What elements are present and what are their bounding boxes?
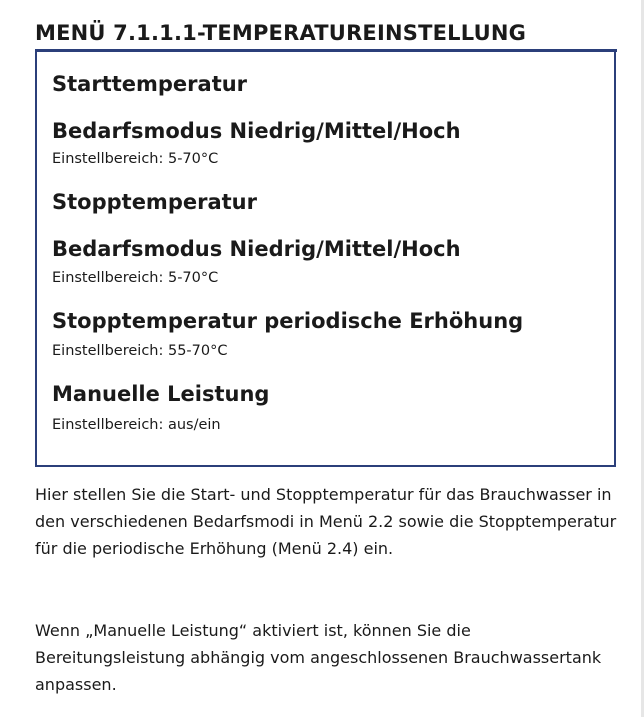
start-mode-heading: Bedarfsmodus Niedrig/Mittel/Hoch [52,119,461,143]
manual-power-paragraph: Wenn „Manuelle Leistung“ aktiviert ist, können Sie die Bereitungsleistung abhängig vom angeschlossenen Brauchwassertank anpassen. [35,621,602,694]
stop-mode-heading: Bedarfsmodus Niedrig/Mittel/Hoch [52,237,461,261]
periodic-range-text: Einstellbereich: 55-70°C [52,343,228,359]
stop-temperature-heading: Stopptemperatur [52,190,257,214]
settings-box [35,52,616,467]
stop-range-text: Einstellbereich: 5-70°C [52,270,219,286]
manual-range-text: Einstellbereich: aus/ein [52,417,221,433]
start-temperature-heading: Starttemperatur [52,72,248,96]
start-range-text: Einstellbereich: 5-70°C [52,151,219,167]
page-title: MENÜ 7.1.1.1-TEMPERATUREINSTELLUNG [35,21,527,45]
periodic-increase-heading: Stopptemperatur periodische Erhöhung [52,309,524,333]
manual-power-heading: Manuelle Leistung [52,382,270,406]
description-paragraph: Hier stellen Sie die Start- und Stopptemperatur für das Brauchwasser in den verschiedenen Bedarfsmodi in Menü 2.2 sowie die Stopptemperatur für die periodische Erhöhung (Menü 2.4) ein. [35,485,617,558]
